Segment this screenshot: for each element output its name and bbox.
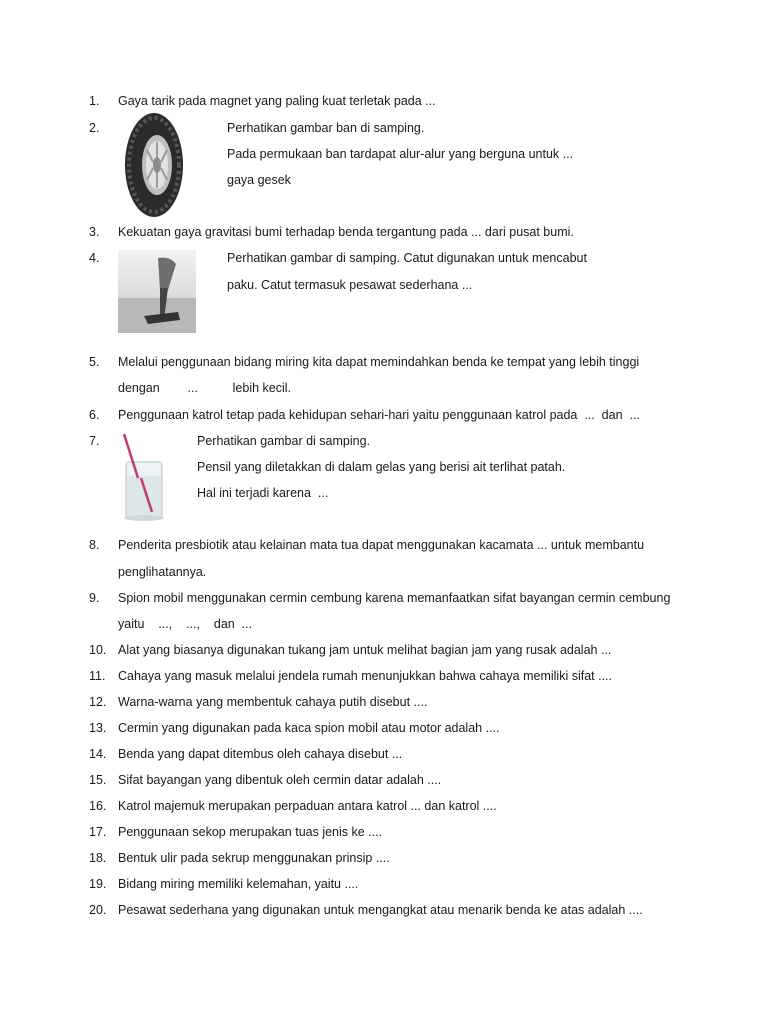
question-number: 11. <box>89 669 106 683</box>
question-text: penglihatannya. <box>118 565 207 579</box>
question-text: Sifat bayangan yang dibentuk oleh cermin datar adalah .... <box>118 773 442 787</box>
question-text: Bidang miring memiliki kelemahan, yaitu .... <box>118 877 359 891</box>
question-number: 4. <box>89 251 100 265</box>
question-number: 15. <box>89 773 107 787</box>
question-text: Penderita presbiotik atau kelainan mata tua dapat menggunakan kacamata ... untuk membantu <box>118 538 645 552</box>
question-text: Perhatikan gambar ban di samping. <box>227 121 425 135</box>
question-number: 9. <box>89 591 100 605</box>
question-number: 3. <box>89 225 100 239</box>
question-text: Cermin yang digunakan pada kaca spion mobil atau motor adalah .... <box>118 721 500 735</box>
question-text: Pada permukaan ban tardapat alur-alur yang berguna untuk ... <box>227 147 574 161</box>
tire-image <box>124 112 184 218</box>
question-text: paku. Catut termasuk pesawat sederhana ... <box>227 278 473 292</box>
glass-image <box>120 432 168 522</box>
question-text: Alat yang biasanya digunakan tukang jam untuk melihat bagian jam yang rusak adalah ... <box>118 643 612 657</box>
question-number: 19. <box>89 877 107 891</box>
question-text: Melalui penggunaan bidang miring kita dapat memindahkan benda ke tempat yang lebih tinggi <box>118 355 640 369</box>
question-text: Pensil yang diletakkan di dalam gelas yang berisi ait terlihat patah. <box>197 460 566 474</box>
question-number: 5. <box>89 355 100 369</box>
question-text: dengan ... lebih kecil. <box>118 381 292 395</box>
pliers-image <box>118 250 196 333</box>
question-text: Pesawat sederhana yang digunakan untuk mengangkat atau menarik benda ke atas adalah .... <box>118 903 643 917</box>
question-number: 10. <box>89 643 107 657</box>
question-number: 8. <box>89 538 100 552</box>
question-text: Penggunaan sekop merupakan tuas jenis ke .... <box>118 825 383 839</box>
question-number: 17. <box>89 825 107 839</box>
question-text: Benda yang dapat ditembus oleh cahaya disebut ... <box>118 747 403 761</box>
question-number: 7. <box>89 434 100 448</box>
question-number: 18. <box>89 851 107 865</box>
question-text: Warna-warna yang membentuk cahaya putih disebut .... <box>118 695 428 709</box>
question-number: 1. <box>89 94 100 108</box>
question-text: yaitu ..., ..., dan ... <box>118 617 253 631</box>
question-text: Hal ini terjadi karena ... <box>197 486 329 500</box>
question-text: Kekuatan gaya gravitasi bumi terhadap benda tergantung pada ... dari pusat bumi. <box>118 225 574 239</box>
question-text: Perhatikan gambar di samping. Catut digunakan untuk mencabut <box>227 251 587 265</box>
question-text: Katrol majemuk merupakan perpaduan antara katrol ... dan katrol .... <box>118 799 497 813</box>
question-number: 16. <box>89 799 107 813</box>
question-number: 6. <box>89 408 100 422</box>
question-number: 2. <box>89 121 100 135</box>
question-number: 14. <box>89 747 107 761</box>
question-text: Cahaya yang masuk melalui jendela rumah menunjukkan bahwa cahaya memiliki sifat .... <box>118 669 613 683</box>
question-text: gaya gesek <box>227 173 291 187</box>
question-number: 12. <box>89 695 107 709</box>
question-text: Perhatikan gambar di samping. <box>197 434 371 448</box>
question-text: Spion mobil menggunakan cermin cembung karena memanfaatkan sifat bayangan cermin cembung <box>118 591 671 605</box>
question-text: Bentuk ulir pada sekrup menggunakan prinsip .... <box>118 851 390 865</box>
question-number: 13. <box>89 721 107 735</box>
question-text: Penggunaan katrol tetap pada kehidupan sehari-hari yaitu penggunaan katrol pada ... dan ... <box>118 408 640 422</box>
question-text: Gaya tarik pada magnet yang paling kuat terletak pada ... <box>118 94 436 108</box>
question-number: 20. <box>89 903 107 917</box>
